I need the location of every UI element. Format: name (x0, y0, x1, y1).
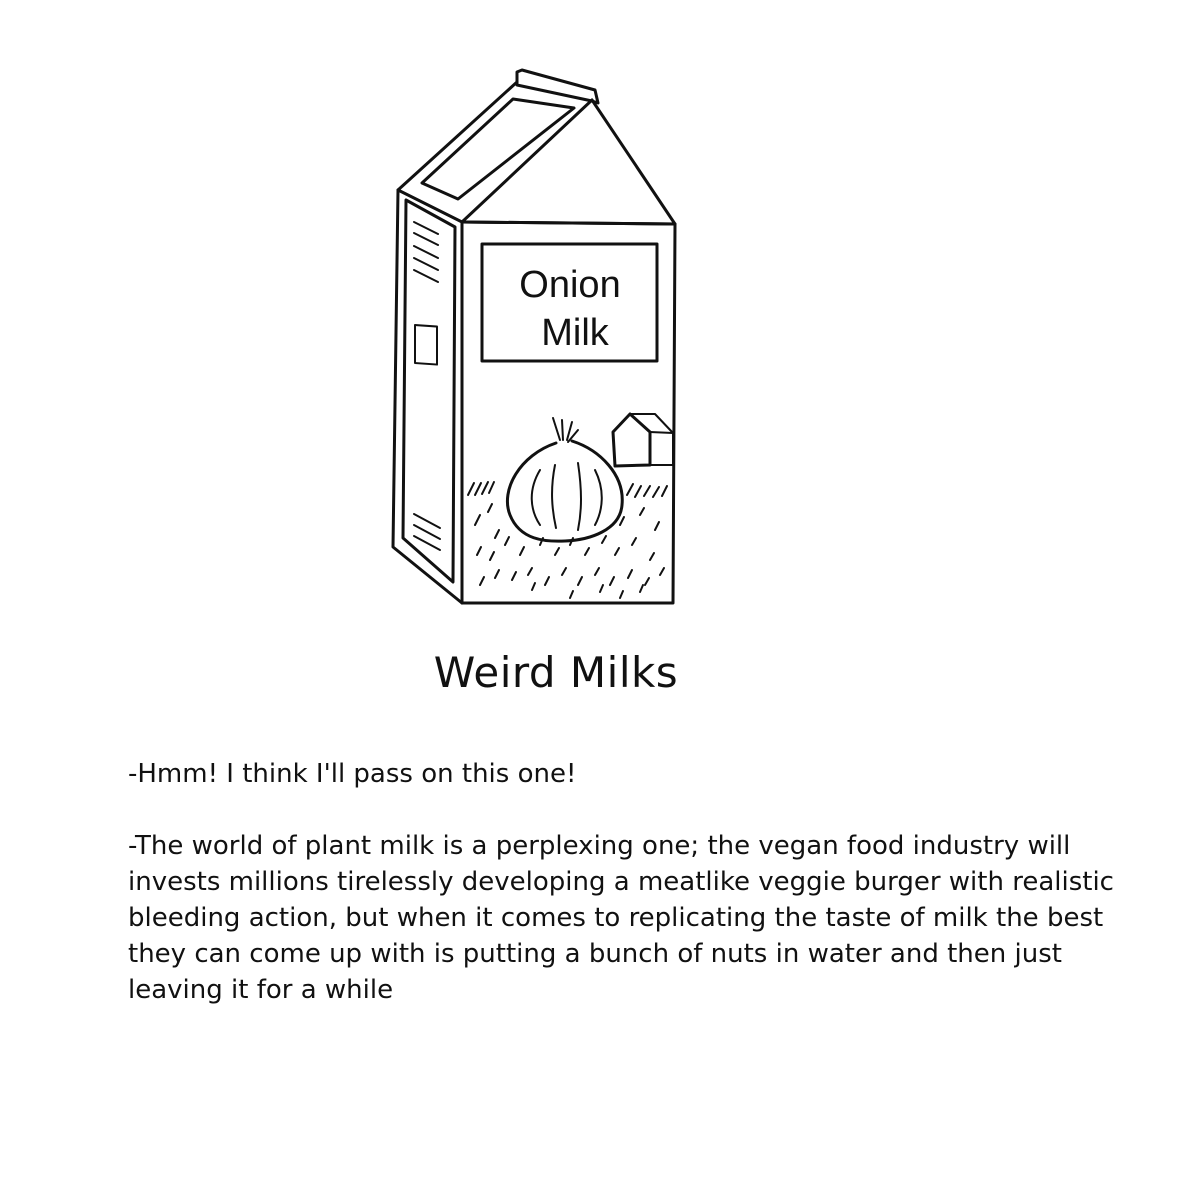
carton-gable-left (398, 82, 592, 222)
side-text-line (414, 536, 440, 550)
description-paragraph: -The world of plant milk is a perplexing one; the vegan food industry will invests millions tirelessly developing a meatlike veggie burger with realistic bleeding action, but when it comes to replicating the taste of milk the best they can come up with is putting a bunch of nuts in water and then just leaving it for a while (128, 831, 1114, 1005)
side-text-line (414, 233, 438, 245)
barn-icon (613, 414, 650, 466)
comment-paragraph: -Hmm! I think I'll pass on this one! (128, 759, 577, 789)
side-text-line (414, 514, 440, 528)
side-text-line (414, 246, 438, 258)
side-text-line (414, 258, 438, 270)
onion-icon (507, 441, 622, 541)
side-barcode-box (415, 325, 437, 365)
page-title: Weird Milks (433, 648, 679, 697)
carton-cap (517, 70, 598, 103)
side-text-line (414, 222, 438, 234)
side-text-line (414, 525, 440, 539)
side-text-line (414, 270, 438, 282)
carton-label-line1: Onion (519, 264, 621, 306)
carton-label-line2: Milk (541, 312, 609, 354)
carton-side-panel (403, 200, 455, 582)
